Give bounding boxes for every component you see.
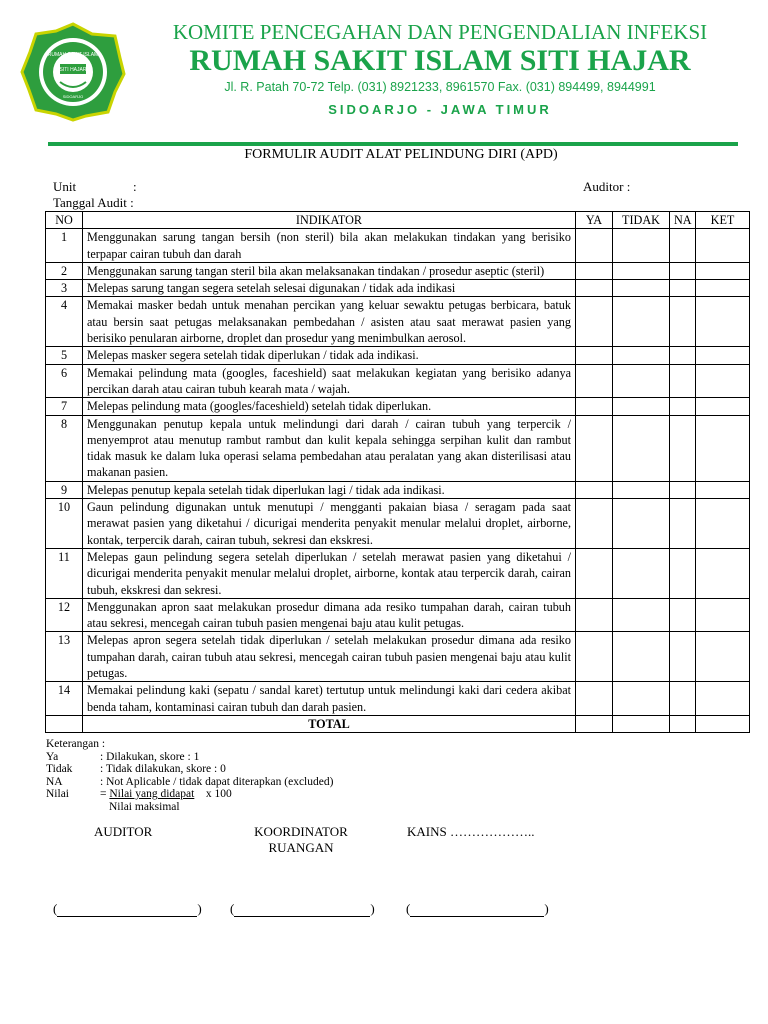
legend-key: Ya [46,750,59,763]
paren-close: ) [370,901,375,916]
row-indicator: Gaun pelindung digunakan untuk menutupi / mengganti pakaian biasa / seragam pada saat merawat pasien yang diketahui / dicurigai menderita penyakit menular melalui droplet, airborne, kontak, terpercik darah, cairan tubuh, sekresi dan ekskresi. [83,499,576,549]
cell-na[interactable] [670,481,696,498]
cell-ya[interactable] [576,398,613,415]
table-row [46,548,750,598]
cell-tidak[interactable] [613,398,670,415]
signature-line-auditor[interactable] [53,901,202,917]
col-ya: YA [576,212,613,229]
legend-item [46,763,333,776]
cell-na[interactable] [670,229,696,263]
hospital-logo [20,22,126,122]
legend-key: Tidak [46,763,73,775]
cell-ya[interactable] [576,632,613,682]
committee-name: KOMITE PENCEGAHAN DAN PENGENDALIAN INFEKSI [172,20,708,44]
legend-value: : Not Aplicable / tidak dapat diterapkan (excluded) [100,775,334,788]
cell-tidak[interactable] [613,415,670,481]
cell-ket[interactable] [696,548,750,598]
paren-close: ) [197,901,202,916]
table-row [46,398,750,415]
cell-na[interactable] [670,548,696,598]
koordinator-line2: RUANGAN [268,840,334,855]
row-number: 4 [46,297,83,347]
row-indicator: Menggunakan penutup kepala untuk melindungi dari darah / cairan tubuh yang terpercik / menyemprot atau menutup rambut rambut dan kulit kepala sehingga serpihan kulit dan rambut tidak masuk ke dalam luka operasi selama pembedahan atau peralatan yang akan disterilisasi atau makanan pasien. [83,415,576,481]
row-number: 3 [46,280,83,297]
logo-text-top: RUMAH SAKIT ISLAM [47,52,99,58]
cell-tidak[interactable] [613,499,670,549]
signature-blank [234,902,370,917]
cell-ket[interactable] [696,499,750,549]
cell-ya[interactable] [576,682,613,716]
cell-tidak[interactable] [613,280,670,297]
cell-tidak[interactable] [613,229,670,263]
cell-tidak[interactable] [613,481,670,498]
cell-ya[interactable] [576,499,613,549]
table-row [46,280,750,297]
paren-open: ( [230,901,235,916]
row-number: 1 [46,229,83,263]
cell-na[interactable] [670,682,696,716]
row-number: 7 [46,398,83,415]
cell-ya[interactable] [576,364,613,398]
legend-title: Keterangan : [46,738,106,750]
hospital-name: RUMAH SAKIT ISLAM SITI HAJAR [189,44,691,77]
audit-table [45,211,750,733]
paren-open: ( [406,901,411,916]
row-indicator: Memakai masker bedah untuk menahan percikan yang keluar sewaktu petugas berbicara, batuk atau bersin saat petugas melaksanakan pembedahan / asisten atau saat merawat pasien yang berisiko penularan airborne, droplet dan prosedur yang menimbulkan aerosol. [83,297,576,347]
legend [46,738,333,813]
table-row [46,364,750,398]
cell-na[interactable] [670,297,696,347]
cell-ya[interactable] [576,280,613,297]
formula-numerator: Nilai yang didapat [109,788,195,800]
legend-key: NA [46,775,63,788]
row-number: 6 [46,364,83,398]
cell-tidak[interactable] [613,297,670,347]
total-no-cell [46,715,83,732]
row-number: 14 [46,682,83,716]
row-number: 8 [46,415,83,481]
row-indicator: Menggunakan apron saat melakukan prosedur dimana ada resiko tumpahan darah, cairan tubuh atau sekresi, mencegah cairan tubuh pasien mengenai baju atau kulit petugas. [83,598,576,632]
cell-na[interactable] [670,398,696,415]
paren-open: ( [53,901,58,916]
cell-tidak[interactable] [613,632,670,682]
table-row [46,347,750,364]
table-row [46,229,750,263]
row-indicator: Melepas gaun pelindung segera setelah diperlukan / setelah merawat pasien yang diketahui / dicurigai menderita penyakit menular melalui droplet, airborne, kontak atau terpercik darah, cairan tubuh, ekskresi dan sekresi. [83,548,576,598]
row-indicator: Memakai pelindung mata (googles, faceshield) saat melakukan kegiatan yang berisiko adanya percikan darah atau cairan tubuh kearah mata / wajah. [83,364,576,398]
header-divider [48,142,738,146]
cell-ya[interactable] [576,347,613,364]
table-row [46,481,750,498]
signature-koordinator-label [245,824,357,856]
cell-ya[interactable] [576,229,613,263]
cell-ket[interactable] [696,297,750,347]
row-indicator: Melepas apron segera setelah tidak diperlukan / setelah melakukan prosedur dimana ada resiko tumpahan darah, cairan tubuh atau sekresi, mencegah cairan tubuh pasien mengenai baju atau kulit petugas. [83,632,576,682]
cell-ket[interactable] [696,280,750,297]
total-ket[interactable] [696,715,750,732]
row-indicator: Melepas masker segera setelah tidak diperlukan / tidak ada indikasi. [83,347,576,364]
row-number: 2 [46,262,83,279]
cell-tidak[interactable] [613,262,670,279]
col-na: NA [670,212,696,229]
table-row [46,598,750,632]
row-number: 13 [46,632,83,682]
row-indicator: Memakai pelindung kaki (sepatu / sandal karet) tertutup untuk melindungi kaki dari cedera akibat benda taham, kontaminasi cairan tubuh dan darah pasien. [83,682,576,716]
table-row [46,415,750,481]
form-title: FORMULIR AUDIT ALAT PELINDUNG DIRI (APD) [244,147,558,162]
cell-ket[interactable] [696,415,750,481]
unit-label: Unit [53,179,77,194]
row-indicator: Menggunakan sarung tangan bersih (non steril) bila akan melakukan tindakan yang berisiko terpapar cairan tubuh dan darah [83,229,576,263]
paren-close: ) [544,901,549,916]
legend-value: : Dilakukan, skore : 1 [100,750,200,763]
signature-line-koordinator[interactable] [230,901,375,917]
cell-na[interactable] [670,632,696,682]
col-no: NO [46,212,83,229]
row-indicator: Menggunakan sarung tangan steril bila akan melaksanakan tindakan / prosedur aseptic (steril) [83,262,576,279]
cell-na[interactable] [670,415,696,481]
cell-tidak[interactable] [613,364,670,398]
cell-ya[interactable] [576,598,613,632]
table-row [46,682,750,716]
hospital-city: SIDOARJO - JAWA TIMUR [328,102,552,117]
signature-line-kains[interactable] [406,901,549,917]
legend-key: Nilai [46,788,69,800]
row-number: 5 [46,347,83,364]
cell-na[interactable] [670,347,696,364]
signature-blank [57,902,197,917]
cell-ket[interactable] [696,632,750,682]
hospital-address: Jl. R. Patah 70-72 Telp. (031) 8921233, 8961570 Fax. (031) 894499, 8944991 [224,80,656,94]
logo-text-bot: SIDOARJO [62,94,84,99]
table-header-row [46,212,750,229]
cell-ket[interactable] [696,398,750,415]
table-row [46,262,750,279]
cell-ket[interactable] [696,682,750,716]
col-indikator: INDIKATOR [83,212,576,229]
audit-date-label: Tanggal Audit : [53,195,134,210]
cell-ket[interactable] [696,364,750,398]
cell-ket[interactable] [696,347,750,364]
col-ket: KET [696,212,750,229]
table-row [46,297,750,347]
cell-ya[interactable] [576,548,613,598]
table-row [46,499,750,549]
koordinator-line1: KOORDINATOR [254,824,348,839]
row-number: 11 [46,548,83,598]
cell-tidak[interactable] [613,682,670,716]
cell-na[interactable] [670,262,696,279]
formula-denominator: Nilai maksimal [109,800,180,813]
total-label: TOTAL [83,715,576,732]
total-ya[interactable] [576,715,613,732]
cell-na[interactable] [670,280,696,297]
row-indicator: Melepas pelindung mata (googles/faceshield) setelah tidak diperlukan. [83,398,576,415]
cell-ya[interactable] [576,481,613,498]
table-row [46,632,750,682]
formula-eq: = [100,788,107,800]
cell-ket[interactable] [696,262,750,279]
row-number: 12 [46,598,83,632]
cell-ya[interactable] [576,297,613,347]
cell-tidak[interactable] [613,598,670,632]
signature-auditor-label: AUDITOR [94,824,153,839]
cell-na[interactable] [670,499,696,549]
cell-na[interactable] [670,364,696,398]
total-na[interactable] [670,715,696,732]
signature-blank [410,902,544,917]
row-number: 10 [46,499,83,549]
cell-ya[interactable] [576,262,613,279]
cell-ket[interactable] [696,481,750,498]
total-row [46,715,750,732]
auditor-label: Auditor : [583,179,631,194]
row-indicator: Melepas penutup kepala setelah tidak diperlukan lagi / tidak ada indikasi. [83,481,576,498]
cell-ya[interactable] [576,415,613,481]
legend-item [46,751,333,764]
cell-na[interactable] [670,598,696,632]
cell-ket[interactable] [696,229,750,263]
legend-formula [46,788,333,801]
legend-value: : Tidak dilakukan, skore : 0 [100,763,226,775]
cell-tidak[interactable] [613,548,670,598]
unit-colon: : [133,179,137,194]
cell-ket[interactable] [696,598,750,632]
formula-times: x 100 [205,788,232,800]
logo-text-mid: SITI HAJAR [59,67,87,73]
total-tidak[interactable] [613,715,670,732]
row-number: 9 [46,481,83,498]
signature-kains-label: KAINS ……………….. [407,824,535,839]
col-tidak: TIDAK [613,212,670,229]
cell-tidak[interactable] [613,347,670,364]
legend-item [46,776,333,789]
row-indicator: Melepas sarung tangan segera setelah selesai digunakan / tidak ada indikasi [83,280,576,297]
